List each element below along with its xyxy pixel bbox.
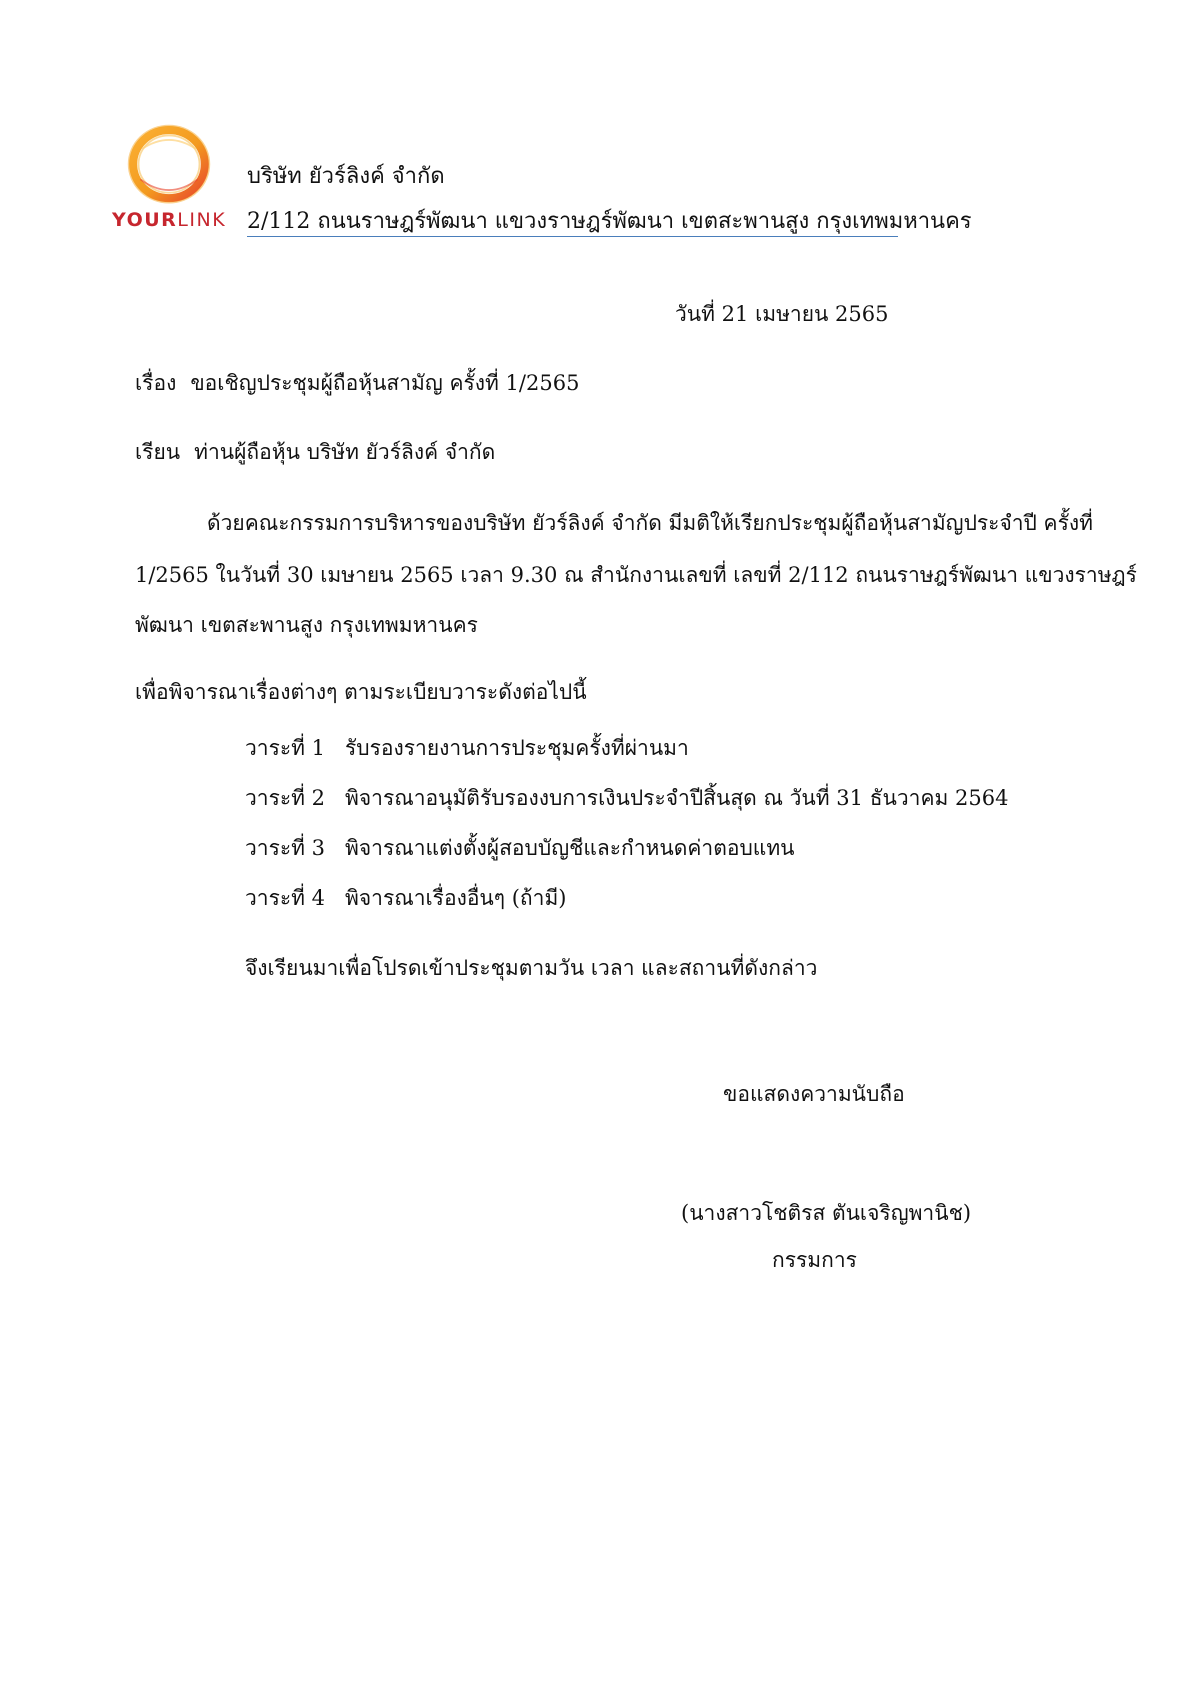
- paragraph-line: ด้วยคณะกรรมการบริหารของบริษัท ยัวร์ลิงค์ จำกัด มีมติให้เรียกประชุมผู้ถือหุ้นสามัญประจำปี ครั้งที่: [207, 511, 1093, 535]
- agenda-intro: เพื่อพิจารณาเรื่องต่างๆ ตามระเบียบวาระดังต่อไปนี้: [135, 680, 587, 704]
- agenda-text: พิจารณาเรื่องอื่นๆ (ถ้ามี): [345, 886, 567, 910]
- agenda-number: วาระที่ 2: [245, 786, 326, 810]
- signer-title: กรรมการ: [772, 1248, 857, 1272]
- paragraph-line: พัฒนา เขตสะพานสูง กรุงเทพมหานคร: [135, 613, 478, 637]
- salutation-label: เรียน: [135, 440, 181, 464]
- salutation-text: ท่านผู้ถือหุ้น บริษัท ยัวร์ลิงค์ จำกัด: [194, 440, 496, 464]
- logo-wordmark-link: LINK: [177, 209, 227, 231]
- logo-wordmark-your: YOUR: [112, 209, 178, 231]
- agenda-number: วาระที่ 1: [245, 736, 326, 760]
- company-logo: [112, 122, 230, 234]
- company-name: บริษัท ยัวร์ลิงค์ จำกัด: [247, 164, 445, 189]
- signer-name: (นางสาวโชติรส ตันเจริญพานิช): [681, 1201, 972, 1225]
- company-address: 2/112 ถนนราษฎร์พัฒนา แขวงราษฎร์พัฒนา เขตสะพานสูง กรุงเทพมหานคร: [247, 209, 972, 234]
- header-divider: [247, 236, 898, 237]
- agenda-text: พิจารณาแต่งตั้งผู้สอบบัญชีและกำหนดค่าตอบแทน: [345, 836, 795, 860]
- paragraph-line: 1/2565 ในวันที่ 30 เมษายน 2565 เวลา 9.30 ณ สำนักงานเลขที่ เลขที่ 2/112 ถนนราษฎร์พัฒนา แขวงราษฎร์: [135, 563, 1137, 587]
- agenda-number: วาระที่ 4: [245, 886, 326, 910]
- subject-label: เรื่อง: [135, 371, 177, 395]
- sun-ring-logo-icon: [124, 122, 214, 208]
- subject-text: ขอเชิญประชุมผู้ถือหุ้นสามัญ ครั้งที่ 1/2565: [190, 371, 580, 395]
- agenda-number: วาระที่ 3: [245, 836, 326, 860]
- logo-wordmark: [112, 209, 230, 231]
- salutation-line: [135, 440, 495, 465]
- closing-line: จึงเรียนมาเพื่อโปรดเข้าประชุมตามวัน เวลา และสถานที่ดังกล่าว: [245, 956, 818, 980]
- agenda-text: รับรองรายงานการประชุมครั้งที่ผ่านมา: [345, 736, 689, 760]
- letter-date: วันที่ 21 เมษายน 2565: [675, 302, 889, 326]
- subject-line: [135, 371, 579, 396]
- agenda-text: พิจารณาอนุมัติรับรองงบการเงินประจำปีสิ้นสุด ณ วันที่ 31 ธันวาคม 2564: [345, 786, 1009, 810]
- regards: ขอแสดงความนับถือ: [723, 1082, 905, 1106]
